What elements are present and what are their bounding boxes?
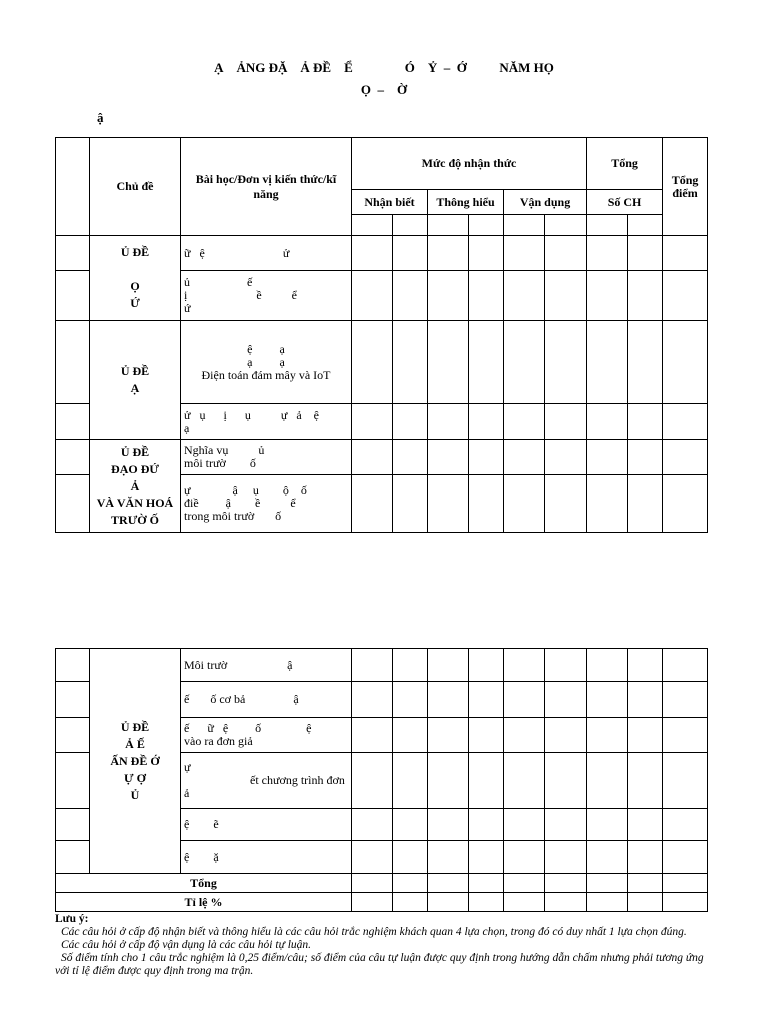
lesson-cell: ế ố cơ bả ậ [181,682,352,718]
notes-section [55,913,720,978]
lesson-cell: ủ ế ị ề ể ứ [181,271,352,321]
document-title: Ạ ẢNG ĐẶ Ả ĐỀ Ể Ó Ỷ – Ớ NĂM HỌ [214,60,554,75]
lesson-cell: ử ụ ị ụ ự ả ệ ạ [181,404,352,440]
lesson-cell: ệ ạ ạ ạ Điện toán đám mây và IoT [181,321,352,404]
note-line: Các câu hỏi ở cấp độ nhận biết và thông hiểu là các câu hỏi trắc nghiệm khách quan 4 lựa chọn, trong đó có duy nhất 1 lựa chọn đúng. [61,926,687,938]
header-row-1 [56,138,708,190]
matrix-table-part2 [55,648,708,912]
question-count-header: Số CH [587,190,663,215]
note-line: Các câu hỏi ở cấp độ vận dụng là các câu hỏi tự luận. [61,939,312,951]
total-row-label: Tổng [56,874,352,893]
lesson-cell: ự ậ ụ ộ ố điề ậ ề ể trong môi trườ ố [181,475,352,533]
topic-cell-3: Ủ ĐỀ ĐẠO ĐỨ Ả VÀ VĂN HOÁ TRƯỜ Ố [90,440,181,533]
lesson-header: Bài học/Đơn vị kiến thức/kĩ năng [181,138,352,236]
topic-cell-2: Ủ ĐỀ Ạ [90,321,181,440]
ratio-row [56,893,708,912]
topic-header: Chủ đề [90,138,181,236]
recognize-header: Nhận biết [352,190,428,215]
topic-cell-4: Ủ ĐỀ Ả Ế ẤN ĐỀ Ớ Ự Ợ Ủ [90,649,181,874]
cognitive-level-header: Mức độ nhận thức [352,138,587,190]
table-row [56,236,708,271]
matrix-table-part1 [55,137,708,533]
table-row [56,321,708,404]
total-header: Tổng [587,138,663,190]
total-score-header: Tổng điểm [663,138,708,236]
table-row [56,440,708,475]
lesson-cell: ế ữ ệ ố ệ vào ra đơn giả [181,718,352,753]
lesson-cell: ệ ẽ [181,809,352,841]
stt-header-cell [56,138,90,236]
note-line: Số điểm tính cho 1 câu trắc nghiệm là 0,25 điểm/câu; số điểm của câu tự luận được quy định trong hướng dẫn chấm nhưng phải tương ứng với tỉ lệ điểm được quy định trong ma trận. [55,952,704,977]
notes-label: Lưu ý: [55,913,89,925]
document-subtitle: Ọ – Ờ [360,82,408,97]
lesson-cell: ự ết chương trình đơn ả [181,753,352,809]
topic-cell-1: Ủ ĐỀ Ọ Ứ [90,236,181,321]
total-row [56,874,708,893]
table-row [56,649,708,682]
document-subject-line: ậ [97,110,104,125]
lesson-cell: ữ ệ ử [181,236,352,271]
lesson-cell: Nghĩa vụ ủ môi trườ ố [181,440,352,475]
ratio-row-label: Tỉ lệ % [56,893,352,912]
understand-header: Thông hiểu [428,190,504,215]
lesson-cell: ệ ặ [181,841,352,874]
lesson-cell: Môi trườ ậ [181,649,352,682]
apply-header: Vận dụng [504,190,587,215]
